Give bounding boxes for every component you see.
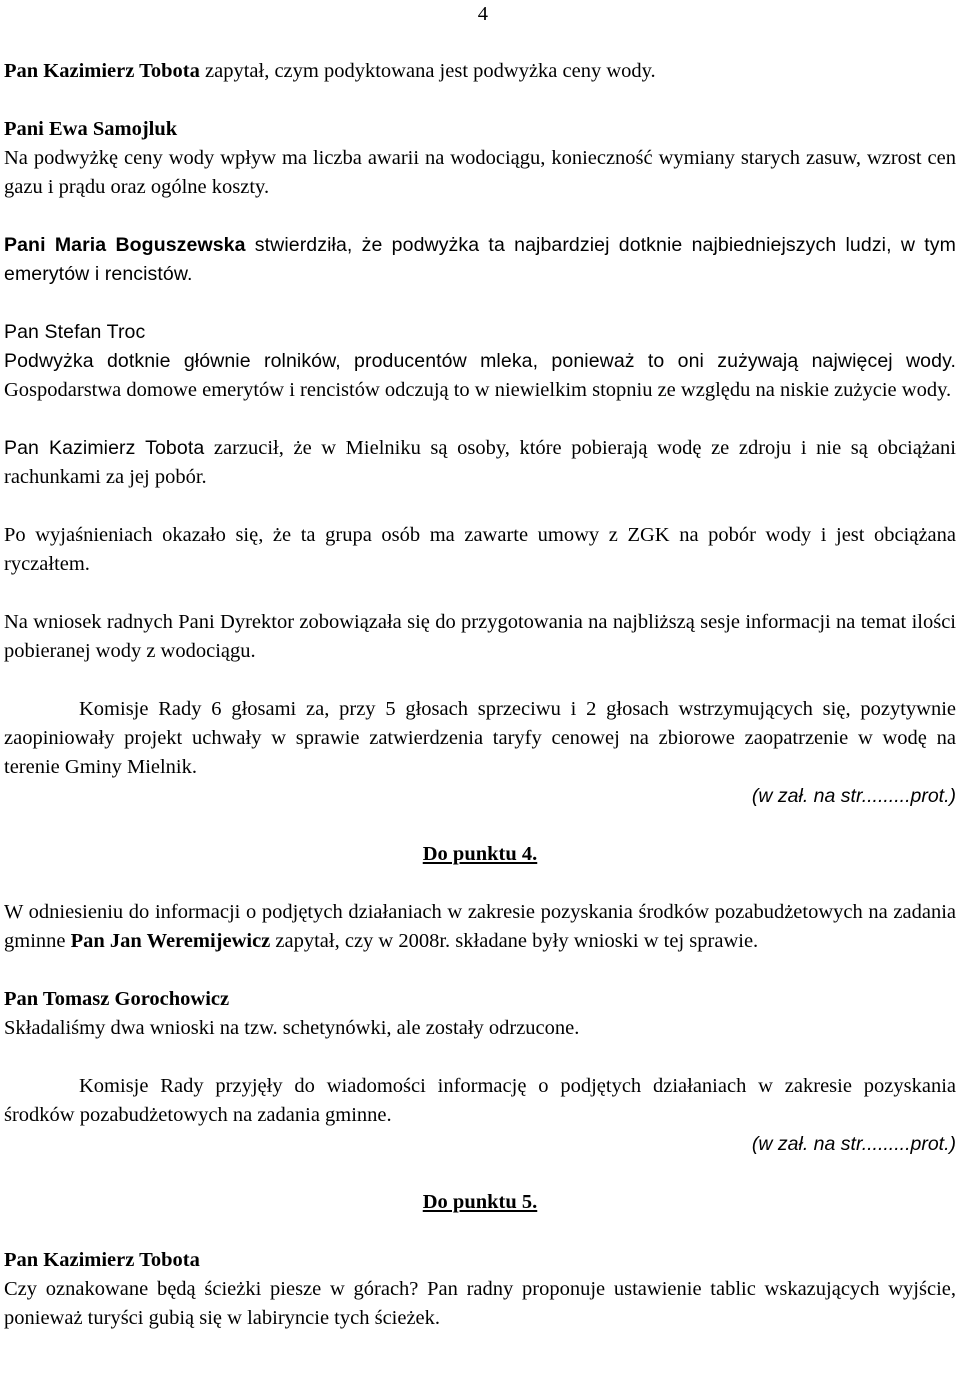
paragraph-text: zapytał, czym podyktowana jest podwyżka ceny wody. [199,60,656,82]
paragraph-text: W odniesieniu do informacji o podjętych działaniach w zakresie pozyskania środków pozabudżetowych na zadania gminne [4,901,956,952]
speaker-name: Pan Tomasz Gorochowicz [4,988,230,1010]
paragraph-text: Składaliśmy dwa wnioski na tzw. schetynówki, ale zostały odrzucone. [4,1017,580,1039]
paragraph-text: Gospodarstwa domowe emerytów i rencistów odczują to w niewielkim stopniu ze względu na niskie zużycie wody. [4,379,952,401]
paragraph-motion [4,608,956,666]
paragraph-acknowledgement [4,1072,956,1130]
paragraph-samojluk-answer [4,144,956,202]
attachment-reference: (w zał. na str.........prot.) [751,1133,956,1155]
speaker-name: Pan Stefan Troc [4,321,146,343]
page-number: 4 [477,3,488,25]
section-heading-point-5: Do punktu 5. [422,1191,538,1213]
paragraph-troc [4,347,956,405]
section-heading-point-4: Do punktu 4. [422,843,538,865]
attachment-reference: (w zał. na str.........prot.) [751,785,956,807]
paragraph-boguszewska [4,231,956,289]
paragraph-text: Po wyjaśnieniach okazało się, że ta grupa osób ma zawarte umowy z ZGK na pobór wody i jest obciążana ryczałtem. [4,524,956,575]
paragraph-text: stwierdziła, że podwyżka ta najbardziej dotknie najbiedniejszych ludzi, w tym emerytów i rencistów. [4,234,956,285]
speaker-heading [4,318,956,347]
speaker-heading [4,985,956,1014]
paragraph-tobota-remark [4,434,956,492]
speaker-name: Pani Ewa Samojluk [4,118,178,140]
paragraph-text: zapytał, czy w 2008r. składane były wnioski w tej sprawie. [270,930,759,952]
paragraph-gorochowicz [4,1014,956,1043]
paragraph-explanation [4,521,956,579]
paragraph-text: Podwyżka dotknie głównie rolników, producentów mleka, ponieważ to oni zużywają najwięcej wody. [4,350,956,372]
paragraph-tobota-question [4,57,956,86]
speaker-name: Pan Kazimierz Tobota [4,60,200,82]
document-body [4,57,956,1333]
speaker-heading [4,115,956,144]
speaker-name: Pan Jan Weremijewicz [70,930,271,952]
paragraph-text: Komisje Rady przyjęły do wiadomości informację o podjętych działaniach w zakresie pozyskania środków pozabudżetowych na zadania gminne. [4,1075,956,1126]
speaker-name: Pan Kazimierz Tobota [4,1249,200,1271]
speaker-name: Pan Kazimierz Tobota [4,437,205,459]
paragraph-text: Komisje Rady 6 głosami za, przy 5 głosach sprzeciwu i 2 głosach wstrzymujących się, pozytywnie zaopiniowały projekt uchwały w sprawie zatwierdzenia taryfy cenowej na zbiorowe zaopatrzenie w wodę na terenie Gminy Mielnik. [4,698,956,778]
paragraph-weremijewicz [4,898,956,956]
paragraph-resolution [4,695,956,782]
speaker-heading [4,1246,956,1275]
paragraph-tobota-trails [4,1275,956,1333]
paragraph-text: Na wniosek radnych Pani Dyrektor zobowiązała się do przygotowania na najbliższą sesje informacji na temat ilości pobieranej wody z wodociągu. [4,611,956,662]
paragraph-text: Czy oznakowane będą ścieżki piesze w górach? Pan radny proponuje ustawienie tablic wskazujących wyjście, ponieważ turyści gubią się w labiryncie tych ścieżek. [4,1278,956,1329]
paragraph-text: Na podwyżkę ceny wody wpływ ma liczba awarii na wodociągu, konieczność wymiany starych zasuw, wzrost cen gazu i prądu oraz ogólne koszty. [4,147,956,198]
speaker-name: Pani Maria Boguszewska [4,234,246,256]
paragraph-text: zarzucił, że w Mielniku są osoby, które pobierają wodę ze zdroju i nie są obciążani rachunkami za jej pobór. [4,437,956,488]
